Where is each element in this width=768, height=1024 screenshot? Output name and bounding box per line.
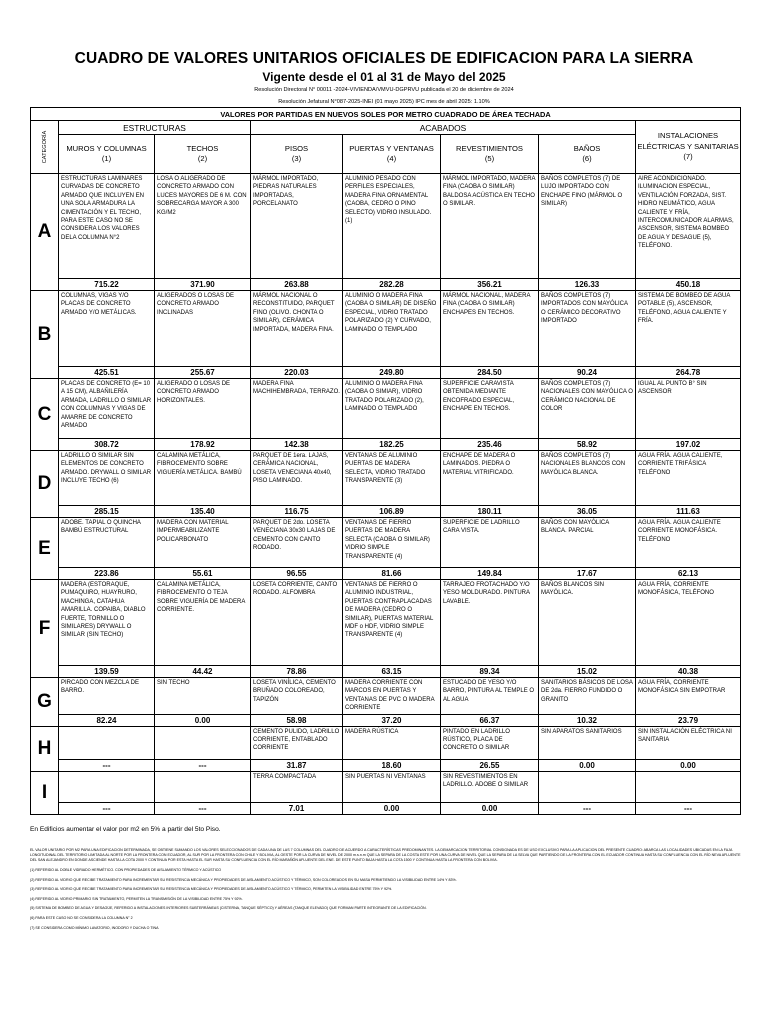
category-letter: A <box>31 174 59 291</box>
footer-main-note: En Edificios aumentar el valor por m2 en 5% a partir del 5to Piso. <box>30 826 221 833</box>
description-cell: PINTADO EN LADRILLO RÚSTICO, PLACA DE CONCRETO O SIMILAR <box>441 726 539 759</box>
value-cell: --- <box>155 802 251 814</box>
value-cell: 255.67 <box>155 367 251 379</box>
category-row <box>31 174 741 279</box>
value-cell: 18.60 <box>343 759 441 771</box>
column-number: (5) <box>484 154 495 163</box>
valores-table <box>30 107 741 815</box>
value-row <box>31 802 741 814</box>
description-cell: ALUMINIO PESADO CON PERFILES ESPECIALES, MADERA FINA ORNAMENTAL (CAOBA, CEDRO O PINO SELECTO) VIDRIO INSULADO. (1) <box>343 174 441 279</box>
description-cell: CEMENTO PULIDO, LADRILLO CORRIENTE, ENTABLADO CORRIENTE <box>251 726 343 759</box>
description-cell: VENTANAS DE FIERRO O ALUMINIO INDUSTRIAL, PUERTAS CONTRAPLACADAS DE MADERA (CEDRO O SIMILAR), PUERTAS MATERIAL MDF o HDF, VIDRIO SIMPLE TRANSPARENTE (4) <box>343 580 441 666</box>
description-cell: VENTANAS DE FIERRO PUERTAS DE MADERA SELECTA (CAOBA O SIMILAR) VIDRIO SIMPLE TRANSPARENTE (4) <box>343 518 441 568</box>
value-cell: 37.20 <box>343 714 441 726</box>
description-cell: SANITARIOS BÁSICOS DE LOSA DE 2da. FIERRO FUNDIDO O GRANITO <box>539 678 636 715</box>
description-cell: PLACAS DE CONCRETO (E= 10 A 15 CM), ALBAÑILERÍA ARMADA, LADRILLO O SIMILAR CON COLUMNAS Y VIGAS DE AMARRE DE CONCRETO ARMADO <box>59 379 155 439</box>
description-cell: LADRILLO O SIMILAR SIN ELEMENTOS DE CONCRETO ARMADO. DRYWALL O SIMILAR INCLUYE TECHO (6) <box>59 451 155 506</box>
value-cell: 425.51 <box>59 367 155 379</box>
value-cell: 40.38 <box>636 666 741 678</box>
value-cell: 356.21 <box>441 279 539 291</box>
column-name: BAÑOS <box>573 144 601 153</box>
value-row <box>31 759 741 771</box>
value-cell: 90.24 <box>539 367 636 379</box>
value-cell: 82.24 <box>59 714 155 726</box>
value-cell: 0.00 <box>636 759 741 771</box>
description-cell: SUPERFICIE CARAVISTA OBTENIDA MEDIANTE ENCOFRADO ESPECIAL, ENCHAPE EN TECHOS. <box>441 379 539 439</box>
description-cell: SISTEMA DE BOMBEO DE AGUA POTABLE (5), ASCENSOR, TELÉFONO, AGUA CALIENTE Y FRÍA. <box>636 291 741 367</box>
value-cell: --- <box>155 759 251 771</box>
description-cell: PARQUET DE 2do. LOSETA VENECIANA 30x30 LAJAS DE CEMENTO CON CANTO RODADO. <box>251 518 343 568</box>
resolution-directoral: Resolución Directoral N° 00011 -2024-VIVIENDA/VMVU-DGPRVU publicada el 20 de diciembre de 2024 <box>254 87 514 93</box>
group-estructuras: ESTRUCTURAS <box>59 121 251 135</box>
description-cell: SIN INSTALACIÓN ELÉCTRICA NI SANITARIA <box>636 726 741 759</box>
value-cell: 149.84 <box>441 568 539 580</box>
description-cell: ESTUCADO DE YESO Y/O BARRO, PINTURA AL TEMPLE O AL AGUA <box>441 678 539 715</box>
column-header <box>155 135 251 174</box>
column-header <box>343 135 441 174</box>
resolution-jefatural: Resolución Jefatural N°087-2025-INEI (01 mayo 2025) IPC mes de abril 2025: 1.10% <box>278 99 490 105</box>
value-cell: 249.80 <box>343 367 441 379</box>
value-cell: 111.63 <box>636 506 741 518</box>
value-cell: 78.86 <box>251 666 343 678</box>
value-cell: 308.72 <box>59 439 155 451</box>
description-cell: LOSETA VINÍLICA, CEMENTO BRUÑADO COLOREADO, TAPIZÓN <box>251 678 343 715</box>
footnote: (1) REFERIDO AL DOBLE VIDRIADO HERMÉTICO. CON PROPIEDADES DE AISLAMIENTO TÉRMICO Y ACÚSTICO <box>30 868 222 872</box>
value-cell: 0.00 <box>155 714 251 726</box>
description-cell: IGUAL AL PUNTO B° SIN ASCENSOR <box>636 379 741 439</box>
description-cell: MADERA (ESTORAQUE, PUMAQUIRO, HUAYRURO, MACHINGA, CATAHUA AMARILLA. COPAIBA, DIABLO FUERTE, TORNILLO O SIMILARES) DRYWALL O SIMILAR (SIN TECHO) <box>59 580 155 666</box>
value-cell: 66.37 <box>441 714 539 726</box>
value-cell: 284.50 <box>441 367 539 379</box>
column-name: PISOS <box>284 144 309 153</box>
page-title: CUADRO DE VALORES UNITARIOS OFICIALES DE EDIFICACION PARA LA SIERRA <box>74 50 694 67</box>
description-cell: MADERA CORRIENTE CON MARCOS EN PUERTAS Y VENTANAS DE PVC O MADERA CORRIENTE <box>343 678 441 715</box>
value-cell: 135.40 <box>155 506 251 518</box>
column-header <box>539 135 636 174</box>
description-cell: VENTANAS DE ALUMINIO PUERTAS DE MADERA SELECTA, VIDRIO TRATADO TRANSPARENTE (3) <box>343 451 441 506</box>
value-cell: 58.98 <box>251 714 343 726</box>
value-cell: 31.87 <box>251 759 343 771</box>
value-cell: 220.03 <box>251 367 343 379</box>
category-letter: G <box>31 678 59 727</box>
value-cell: --- <box>539 802 636 814</box>
description-cell: ALUMINIO O MADERA FINA (CAOBA O SIMIAR), VIDRIO TRATADO POLARIZADO (2), LAMINADO O TEMPLADO <box>343 379 441 439</box>
description-cell: ADOBE. TAPIAL O QUINCHA BAMBÚ ESTRUCTURAL <box>59 518 155 568</box>
column-name: PUERTAS Y VENTANAS <box>349 144 434 153</box>
value-cell: 371.90 <box>155 279 251 291</box>
column-header <box>251 135 343 174</box>
description-cell <box>59 771 155 802</box>
value-cell: 58.92 <box>539 439 636 451</box>
value-cell: --- <box>59 802 155 814</box>
category-row <box>31 726 741 759</box>
value-cell: 197.02 <box>636 439 741 451</box>
column-name: TECHOS <box>186 144 219 153</box>
value-row <box>31 666 741 678</box>
column-number: (1) <box>101 154 112 163</box>
description-cell: SIN APARATOS SANITARIOS <box>539 726 636 759</box>
description-cell: LOSA O ALIGERADO DE CONCRETO ARMADO CON LUCES MAYORES DE 6 M. CON SOBRECARGA MAYOR A 300 KG/M2 <box>155 174 251 279</box>
column-name: REVESTIMIENTOS <box>456 144 523 153</box>
value-cell: 235.46 <box>441 439 539 451</box>
value-cell: 180.11 <box>441 506 539 518</box>
category-row <box>31 771 741 802</box>
footer-notes <box>30 848 742 935</box>
description-cell: TERRA COMPACTADA <box>251 771 343 802</box>
description-cell: ENCHAPE DE MADERA O LAMINADOS. PIEDRA O MATERIAL VITRIFICADO. <box>441 451 539 506</box>
description-cell <box>636 771 741 802</box>
description-cell: ALUMINIO O MADERA FINA (CAOBA O SIMILAR) DE DISEÑO ESPECIAL, VIDRIO TRATADO POLARIZADO (2) Y CURVADO, LAMINADO O TEMPLADO <box>343 291 441 367</box>
instalaciones-label: INSTALACIONES ELÉCTRICAS Y SANITARIAS <box>637 131 739 151</box>
description-cell: CALAMINA METÁLICA, FIBROCEMENTO O TEJA SOBRE VIGUERÍA DE MADERA CORRIENTE. <box>155 580 251 666</box>
value-cell: 142.38 <box>251 439 343 451</box>
footnote: (6) PARA ESTE CASO NO SE CONSIDERA LA COLUMNA N° 2 <box>30 915 133 920</box>
column-number: (6) <box>582 154 592 163</box>
description-cell: AGUA FRÍA. AGUA CALIENTE, CORRIENTE TRIFÁSICA TELÉFONO <box>636 451 741 506</box>
value-cell: 116.75 <box>251 506 343 518</box>
value-cell: 126.33 <box>539 279 636 291</box>
value-row <box>31 714 741 726</box>
value-cell: 23.79 <box>636 714 741 726</box>
description-cell: COLUMNAS, VIGAS Y/O PLACAS DE CONCRETO ARMADO Y/O METÁLICAS. <box>59 291 155 367</box>
description-cell: MÁRMOL IMPORTADO, PIEDRAS NATURALES IMPORTADAS, PORCELANATO <box>251 174 343 279</box>
value-row <box>31 568 741 580</box>
value-cell: 89.34 <box>441 666 539 678</box>
value-cell: 63.15 <box>343 666 441 678</box>
description-cell: BAÑOS COMPLETOS (7) NACIONALES BLANCOS CON MAYÓLICA BLANCA. <box>539 451 636 506</box>
description-cell: AGUA FRÍA. AGUA CALIENTE CORRIENTE MONOFÁSICA. TELÉFONO <box>636 518 741 568</box>
description-cell <box>539 771 636 802</box>
value-cell: 178.92 <box>155 439 251 451</box>
footnote: (3) REFERIDO AL VIDRIO QUE RECIBE TRATAMIENTO PARA INCREMENTAR SU RESISTENCIA MECÁNICA Y PROPIEDADES DE AISLAMIENTO ACÚSTICO Y TÉRMICO, PERMITEN LA VISIBILIDAD ENTRE 75% Y 92%. <box>30 887 393 892</box>
category-letter: B <box>31 291 59 379</box>
footnote: (2) REFERIDO AL VIDRIO QUE RECIBE TRATAMIENTO PARA INCREMENTAR SU RESISTENCIA MECÁNICA Y PROPIEDADES DE AISLAMIENTO ACÚSTICO Y TÉRMICO, SON COLOREADOS EN SU MASA PERMITIENDO LA VISIBILIDAD ENTRE 14% Y 83%. <box>30 877 457 882</box>
description-cell: MÁRMOL IMPORTADO, MADERA FINA (CAOBA O SIMILAR) BALDOSA ACÚSTICA EN TECHO O SIMILAR. <box>441 174 539 279</box>
category-letter: D <box>31 451 59 518</box>
page-subtitle: Vigente desde el 01 al 31 de Mayo del 2025 <box>262 70 506 84</box>
footnote: (4) REFERIDO AL VIDRIO PRIMARIO SIN TRATAMIENTO, PERMITEN LA TRANSMISIÓN DE LA VISIBILIDAD ENTRE 75% Y 92%. <box>30 896 243 901</box>
value-cell: 17.67 <box>539 568 636 580</box>
description-cell: BAÑOS COMPLETOS (7) DE LUJO IMPORTADO CON ENCHAPE FINO (MÁRMOL O SIMILAR) <box>539 174 636 279</box>
footnote: (5) SISTEMA DE BOMBEO DE AGUA Y DESAGÜE, REFERIDO A INSTALACIONES INTERIORES SUBTERRÁNEAS (CISTERNA, TANQUE SÉPTICO) Y AÉREAS (TANQUE ELEVADO) QUE FORMAN PARTE INTEGRANTE DE LA EDIFICACIÓN. <box>30 906 427 911</box>
description-cell: MADERA RÚSTICA <box>343 726 441 759</box>
description-cell: AGUA FRÍA, CORRIENTE MONOFÁSICA SIN EMPOTRAR <box>636 678 741 715</box>
value-cell: --- <box>59 759 155 771</box>
value-cell: 0.00 <box>343 802 441 814</box>
footnote: (7) SE CONSIDERA COMO MÍNIMO LAVATORIO, INODORO Y DUCHA O TINA <box>30 925 159 930</box>
value-cell: 285.15 <box>59 506 155 518</box>
description-cell: CALAMINA METÁLICA, FIBROCEMENTO SOBRE VIGUERÍA METÁLICA. BAMBÚ <box>155 451 251 506</box>
value-cell: 264.78 <box>636 367 741 379</box>
value-cell: 263.88 <box>251 279 343 291</box>
table-main-header: VALORES POR PARTIDAS EN NUEVOS SOLES POR METRO CUADRADO DE ÁREA TECHADA <box>31 108 741 121</box>
description-cell: PIRCADO CON MEZCLA DE BARRO. <box>59 678 155 715</box>
description-cell <box>155 771 251 802</box>
description-cell: AGUA FRÍA, CORRIENTE MONOFÁSICA, TELÉFONO <box>636 580 741 666</box>
value-cell: 182.25 <box>343 439 441 451</box>
value-cell: 96.55 <box>251 568 343 580</box>
description-cell: LOSETA CORRIENTE, CANTO RODADO. ALFOMBRA <box>251 580 343 666</box>
description-cell: ALIGERADOS O LOSAS DE CONCRETO ARMADO INCLINADAS <box>155 291 251 367</box>
column-number: (3) <box>291 154 302 163</box>
description-cell: SIN PUERTAS NI VENTANAS <box>343 771 441 802</box>
value-cell: 26.55 <box>441 759 539 771</box>
value-cell: 282.28 <box>343 279 441 291</box>
column-number: (4) <box>386 154 397 163</box>
category-row <box>31 379 741 439</box>
description-cell: BAÑOS COMPLETOS (7) NACIONALES CON MAYÓLICA O CERÁMICO NACIONAL DE COLOR <box>539 379 636 439</box>
value-cell: 450.18 <box>636 279 741 291</box>
description-cell: SIN TECHO <box>155 678 251 715</box>
column-header <box>59 135 155 174</box>
description-cell: PARQUET DE 1era. LAJAS, CERÁMICA NACIONAL, LOSETA VENECIANA 40x40, PISO LAMINADO. <box>251 451 343 506</box>
description-cell: TARRAJEO FROTACHADO Y/O YESO MOLDURADO. PINTURA LAVABLE. <box>441 580 539 666</box>
value-cell: 0.00 <box>539 759 636 771</box>
group-acabados: ACABADOS <box>251 121 636 135</box>
category-row <box>31 291 741 367</box>
category-row <box>31 580 741 666</box>
value-cell: 44.42 <box>155 666 251 678</box>
group-instalaciones <box>636 121 741 174</box>
category-letter: F <box>31 580 59 678</box>
value-cell: 139.59 <box>59 666 155 678</box>
value-cell: 223.86 <box>59 568 155 580</box>
footnote: EL VALOR UNITARIO POR M2 PARA UNA EDIFICACION DETERMINADA, SE OBTIENE SUMANDO LOS VALORES SELECCIONADOS DE CADA UNA DE LAS 7 COLUMNAS DEL CUADRO DE ACUERDO A CARACTERÍSTICAS PREDOMINANTES. LA DEMARCACION TERRITORIAL CONSIGNADA ES DE USO EXCLUSIVO PARA LA APLICACION DEL PRESENTE CUADRO: ABARCA LAS LOCALIDADES UBICADAS EN LA FAJA LONGITUDINAL DEL TERRITORIO LIMITADA AL NORTE POR LA FRONTERA CON ECUADOR, AL SUR POR LA FRONTERA CON CHILE Y BOLIVIA, AL OESTE POR LA CURVA DE NIVEL DE 2000 m.s.n.m QUE LA SEPARA DE LA COSTA ESTE POR UNA CURVA DE NIVEL QUE LA SEPARA DE LA SELVA QUE PARTIENDO DE LA FRONTERA CON EL ECUADOR CONTINUA HASTA SU CONFLUENCIA CON EL RÍO NEVA AFLUENTE DEL SAN ALEJANDRO EN DONDE ASCIENDE HASTA LA COTA 2000 Y CONTINUA POR ESTA HASTA EL SUR HASTA SU CONFLUENCIA CON EL RÍO MARAÑÓN AFLUENTE DEL ENE. DE ESTE PUNTO BAJA HASTA LA COTA 1500 Y CONTINUA HASTA LA FRONTERA CON BOLIVIA. <box>30 848 741 863</box>
description-cell: MÁRMOL NACIONAL O RECONSTITUIDO, PARQUET FINO (OLIVO. CHONTA O SIMILAR), CERÁMICA IMPORTADA, MADERA FINA. <box>251 291 343 367</box>
description-cell: BAÑOS CON MAYÓLICA BLANCA. PARCIAL <box>539 518 636 568</box>
category-letter: C <box>31 379 59 451</box>
category-letter: H <box>31 726 59 771</box>
category-label: CATEGORÍA <box>41 130 48 164</box>
instalaciones-num: (7) <box>683 152 693 162</box>
value-cell: 106.89 <box>343 506 441 518</box>
description-cell: MÁRMOL NACIONAL, MADERA FINA (CAOBA O SIMILAR) ENCHAPES EN TECHOS. <box>441 291 539 367</box>
value-cell: 81.66 <box>343 568 441 580</box>
value-cell: --- <box>636 802 741 814</box>
description-cell: AIRE ACONDICIONADO. ILUMINACION ESPECIAL, VENTILACIÓN FORZADA, SIST. HIDRO NEUMÁTICO, AGUA CALIENTE Y FRÍA, INTERCOMUNICADOR ALARMAS, ASCENSOR, SISTEMA BOMBEO DE AGUA Y DESAGUE (5), TELÉFONO. <box>636 174 741 279</box>
category-row <box>31 678 741 715</box>
column-number: (2) <box>197 154 208 163</box>
value-cell: 55.61 <box>155 568 251 580</box>
value-row <box>31 367 741 379</box>
value-cell: 10.32 <box>539 714 636 726</box>
description-cell <box>59 726 155 759</box>
description-cell: BAÑOS COMPLETOS (7) IMPORTADOS CON MAYÓLICA O CERÁMICO DECORATIVO IMPORTADO <box>539 291 636 367</box>
value-cell: 36.05 <box>539 506 636 518</box>
value-row <box>31 506 741 518</box>
category-letter: I <box>31 771 59 814</box>
category-header <box>31 121 59 174</box>
column-header <box>441 135 539 174</box>
description-cell: MADERA FINA MACHIHEMBRADA, TERRAZO. <box>251 379 343 439</box>
description-cell: ESTRUCTURAS LAMINARES CURVADAS DE CONCRETO ARMADO QUE INCLUYEN EN UNA SOLA ARMADURA LA CIMENTACIÓN Y EL TECHO, PARA ESTE CASO NO SE CONSIDERA LOS VALORES DELA COLUMNA N°2 <box>59 174 155 279</box>
description-cell: SUPERFICIE DE LADRILLO CARA VISTA. <box>441 518 539 568</box>
value-cell: 7.01 <box>251 802 343 814</box>
value-row <box>31 439 741 451</box>
description-cell: BAÑOS BLANCOS SIN MAYÓLICA. <box>539 580 636 666</box>
category-row <box>31 451 741 506</box>
value-cell: 715.22 <box>59 279 155 291</box>
description-cell <box>155 726 251 759</box>
value-row <box>31 279 741 291</box>
value-cell: 62.13 <box>636 568 741 580</box>
description-cell: ALIGERADO O LOSAS DE CONCRETO ARMADO HORIZONTALES. <box>155 379 251 439</box>
column-name: MUROS Y COLUMNAS <box>66 144 147 153</box>
value-cell: 15.02 <box>539 666 636 678</box>
value-cell: 0.00 <box>441 802 539 814</box>
category-letter: E <box>31 518 59 580</box>
description-cell: MADERA CON MATERIAL IMPERMEABILIZANTE POLICARBONATO <box>155 518 251 568</box>
category-row <box>31 518 741 568</box>
description-cell: SIN REVESTIMIENTOS EN LADRILLO. ADOBE O SIMILAR <box>441 771 539 802</box>
